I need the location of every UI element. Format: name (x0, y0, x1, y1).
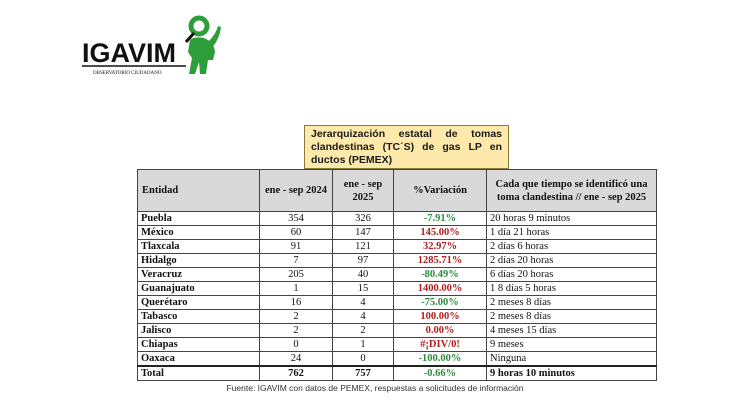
logo-wordmark: IGAVIM (82, 38, 176, 68)
table-header-row (138, 170, 657, 212)
cell-entidad: Jalisco (138, 324, 260, 338)
cell-2025: 757 (333, 366, 394, 381)
cell-2025: 0 (333, 352, 394, 367)
igavim-logo (82, 12, 227, 80)
cell-2024: 762 (260, 366, 333, 381)
cell-2024: 1 (260, 282, 333, 296)
cell-entidad: México (138, 226, 260, 240)
cell-frecuencia: 2 días 6 horas (487, 240, 657, 254)
cell-frecuencia: 1 8 días 5 horas (487, 282, 657, 296)
cell-frecuencia: 20 horas 9 minutos (487, 212, 657, 226)
table-body (138, 212, 657, 381)
cell-variacion: -80.49% (394, 268, 487, 282)
cell-2024: 2 (260, 324, 333, 338)
cell-2025: 97 (333, 254, 394, 268)
cell-2024: 0 (260, 338, 333, 352)
cell-variacion: 145.00% (394, 226, 487, 240)
table-row (138, 226, 657, 240)
table-row (138, 310, 657, 324)
cell-variacion: -0.66% (394, 366, 487, 381)
table-row (138, 240, 657, 254)
cell-2025: 1 (333, 338, 394, 352)
table-row (138, 254, 657, 268)
table-row (138, 212, 657, 226)
cell-entidad: Querétaro (138, 296, 260, 310)
cell-entidad: Chiapas (138, 338, 260, 352)
header-variacion: %Variación (394, 170, 487, 212)
cell-2024: 354 (260, 212, 333, 226)
cell-entidad: Guanajuato (138, 282, 260, 296)
cell-2024: 91 (260, 240, 333, 254)
cell-entidad: Hidalgo (138, 254, 260, 268)
cell-2024: 205 (260, 268, 333, 282)
cell-2024: 60 (260, 226, 333, 240)
cell-frecuencia: 2 meses 8 días (487, 310, 657, 324)
cell-2025: 2 (333, 324, 394, 338)
table-row (138, 352, 657, 367)
cell-2024: 16 (260, 296, 333, 310)
cell-frecuencia: 2 meses 8 días (487, 296, 657, 310)
header-frecuencia: Cada que tiempo se identificó una toma clandestina // ene - sep 2025 (487, 170, 657, 212)
cell-variacion: 32.97% (394, 240, 487, 254)
cell-2025: 326 (333, 212, 394, 226)
table-total-row (138, 366, 657, 381)
cell-variacion: #¡DIV/0! (394, 338, 487, 352)
cell-2025: 15 (333, 282, 394, 296)
table-title: Jerarquización estatal de tomas clandestinas (TC´S) de gas LP en ductos (PEMEX) (304, 125, 509, 169)
cell-entidad: Puebla (138, 212, 260, 226)
cell-variacion: 100.00% (394, 310, 487, 324)
table-row (138, 282, 657, 296)
igavim-logo-graphic (82, 12, 227, 80)
source-footer: Fuente: IGAVIM con datos de PEMEX, respuestas a solicitudes de información (226, 383, 524, 393)
table-row (138, 338, 657, 352)
header-2025: ene - sep 2025 (333, 170, 394, 212)
logo-subtitle: OBSERVATORIO CIUDADANO (93, 71, 162, 76)
tomas-clandestinas-table (137, 169, 657, 381)
cell-variacion: -7.91% (394, 212, 487, 226)
cell-frecuencia: 6 días 20 horas (487, 268, 657, 282)
cell-2024: 7 (260, 254, 333, 268)
cell-entidad: Veracruz (138, 268, 260, 282)
cell-variacion: 1400.00% (394, 282, 487, 296)
cell-2024: 24 (260, 352, 333, 367)
logo-figure-icon (186, 18, 221, 74)
cell-frecuencia: 9 meses (487, 338, 657, 352)
header-entidad: Entidad (138, 170, 260, 212)
cell-frecuencia: Ninguna (487, 352, 657, 367)
table-row (138, 324, 657, 338)
cell-2024: 2 (260, 310, 333, 324)
cell-variacion: 1285.71% (394, 254, 487, 268)
cell-entidad: Oaxaca (138, 352, 260, 367)
cell-entidad: Tabasco (138, 310, 260, 324)
table-row (138, 268, 657, 282)
cell-entidad: Tlaxcala (138, 240, 260, 254)
cell-2025: 121 (333, 240, 394, 254)
cell-variacion: -100.00% (394, 352, 487, 367)
cell-2025: 4 (333, 296, 394, 310)
cell-variacion: 0.00% (394, 324, 487, 338)
cell-2025: 40 (333, 268, 394, 282)
cell-frecuencia: 2 días 20 horas (487, 254, 657, 268)
header-2024: ene - sep 2024 (260, 170, 333, 212)
cell-frecuencia: 1 día 21 horas (487, 226, 657, 240)
cell-variacion: -75.00% (394, 296, 487, 310)
cell-entidad: Total (138, 366, 260, 381)
cell-2025: 147 (333, 226, 394, 240)
table-row (138, 296, 657, 310)
cell-frecuencia: 9 horas 10 minutos (487, 366, 657, 381)
cell-frecuencia: 4 meses 15 días (487, 324, 657, 338)
cell-2025: 4 (333, 310, 394, 324)
